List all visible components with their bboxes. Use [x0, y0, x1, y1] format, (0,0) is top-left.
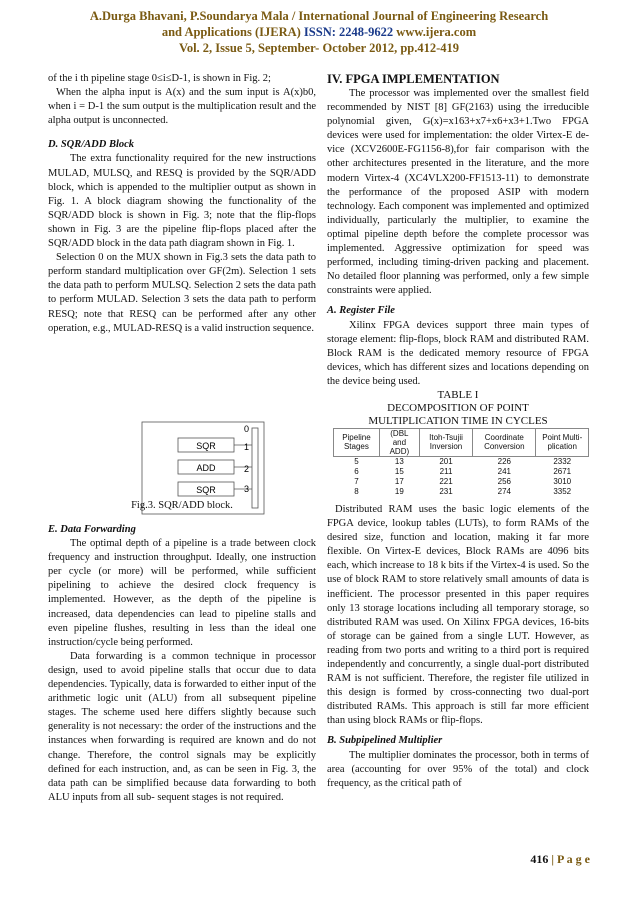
table-cell: 211 [439, 466, 453, 476]
table-caption [327, 389, 589, 428]
paragraph: of the i th pipeline stage 0≤i≤D-1, is shown in Fig. 2; [48, 73, 271, 84]
mux-label: 0 [244, 424, 250, 434]
mux-label: 1 [244, 442, 250, 452]
paragraph: Distributed RAM uses the basic logic elements of the FPGA device, lookup tables (LUTs), to form RAMs of the desired size, function and location, making it far more flexible. On Virtex-E devices, Block RAMs are 4096 bits each, which increase to 18 k bits if the Virtex-4 is used. So the use of block RAM to store relatively small amounts of data is inefficient. The processor presented in this paper requires only 13 storage locations including all temporary storage, so distributed RAM was used. On Xilinx FPGA devices, 16-bits of storage can be gained from a single LUT. However, as reading from two ports and writing to a third port is required independently and concurrently, a single dual-port distributed RAM is not sufficient. Therefore, the register file utilized in this design is formed by cross-connecting two dual-port distributed RAMs. This approach is still far more efficient than using block RAMs or flip-flops. [327, 503, 589, 727]
block-label: ADD [196, 463, 216, 473]
paragraph: Xilinx FPGA devices support three main types of storage element: flip-flops, block RAM and distributed RAM. Block RAM is the dedicated memory resource of FPGA devices, which has different sizes and locations depending on the device being used. [327, 319, 589, 387]
paragraph: The extra functionality required for the new instructions MULAD, MULSQ, and RESQ is provided by the SQR/ADD block, which is appended to the multiplier output as shown in Fig. 1. A block diagram showing the functionality of the SQR/ADD block is shown in Fig. 3; note that the flip-flops shown in Fig. 3 are the pipeline flip-flops placed after the SQR/ADD block in the data path diagram shown in Fig. 1. [48, 153, 316, 250]
section-heading-b: B. Subpipelined Multiplier [327, 735, 443, 747]
header-line-1: A.Durga Bhavani, P.Soundarya Mala / International Journal of Engineering Research [89, 9, 549, 23]
table-cell: 201 [439, 456, 453, 466]
issn: ISSN: 2248-9622 [303, 25, 394, 39]
table-cell: 241 [497, 466, 511, 476]
section-heading-iv: IV. FPGA IMPLEMENTATION [327, 72, 500, 86]
table-cell: 8 [354, 486, 359, 496]
table-cell: 19 [394, 486, 404, 496]
block-label: SQR [196, 441, 216, 451]
table-cell: 231 [439, 486, 453, 496]
paragraph: The multiplier dominates the processor, both in terms of area (accounting for over 95% of the total) and clock frequency, as the critical path of [327, 749, 589, 789]
table-cell: 221 [439, 476, 453, 486]
mux-label: 3 [244, 484, 250, 494]
table-row [334, 487, 589, 497]
table-row [334, 467, 589, 477]
decomposition-table [333, 428, 589, 497]
section-heading-d: D. SQR/ADD Block [48, 139, 135, 151]
table-cell: 3352 [553, 486, 572, 496]
table-cell: 2671 [553, 466, 572, 476]
table-header: (DBL and ADD) [379, 428, 419, 456]
journal-name: and Applications (IJERA) [161, 25, 304, 39]
table-title: TABLE I [437, 388, 479, 401]
table-header: Point Multi- plication [536, 428, 589, 456]
table-cell: 6 [354, 466, 359, 476]
journal-header [0, 8, 638, 56]
paragraph: When the alpha input is A(x) and the sum input is A(x)b0, when i = D-1 the sum output is the multiplication result and the alpha output is unconnected. [48, 87, 316, 127]
table-row [334, 456, 589, 467]
left-column-top [48, 72, 316, 336]
mux-bar [252, 428, 258, 508]
page-number: 416 [530, 852, 549, 866]
table-header: Pipeline Stages [334, 428, 380, 456]
figure-caption: Fig.3. SQR/ADD block. [131, 500, 233, 511]
table-cell: 3010 [553, 476, 572, 486]
table-header: Itoh-Tsujii Inversion [419, 428, 472, 456]
table-header: Coordinate Conversion [473, 428, 536, 456]
left-column-bottom [48, 523, 316, 805]
page-footer [530, 852, 590, 867]
right-column [327, 72, 589, 791]
table-cell: 274 [497, 486, 511, 496]
paragraph: Selection 0 on the MUX shown in Fig.3 sets the data path to perform standard multiplication over GF(2m). Selection 1 sets the data path to perform MULSQ. Selection 2 sets the data path to perform MULAD. Selection 3 sets the data path to perform RESQ; note that RESQ can be performed after any other operation, e.g., MULAD-RESQ is a valid instruction sequence. [48, 252, 316, 334]
section-heading-a: A. Register File [327, 305, 395, 317]
table-cell: 13 [394, 456, 404, 466]
connectors [234, 445, 252, 489]
table-cell: 17 [394, 476, 404, 486]
page-label: | P a g e [548, 852, 590, 866]
paragraph: The optimal depth of a pipeline is a trade between clock frequency and instruction throughput. Ideally, one instruction per cycle (or more) will be performed, while sufficient pipelining to achieve the desired clock frequency is implemented. However, as the depth of the pipeline is increased, data dependencies can lead to pipeline stalls and even pipeline flushes, resulting in less than the ideal one instruction/cycle being performed. [48, 538, 316, 648]
table-title: MULTIPLICATION TIME IN CYCLES [368, 414, 548, 427]
paragraph: The processor was implemented over the smallest field recommended by NIST [8] GF(2163) using the irreducible polynomial given, G(x)=x163+x7+x6+x3+1.Two FPGA devices were used for implementation: the older Virtex-E de- vice (XCV2600E-FG1156-8),for fair comparison with the other architectures presented in the literature, and the more modern Virtex-4 (XC4VLX200-FF1513-11) to demonstrate the performance of the proposed ASIP with modern technology. Each component was implemented and optimized individually, particularly the multiplier, to examine the optimal pipeline depth before the complete processor was implemented. Aggressive optimization for speed was performed, including timing-driven packing and placement. No detailed floor planning was performed, only a few simple constraints were applied. [327, 88, 589, 297]
table-cell: 2332 [553, 456, 572, 466]
table-cell: 5 [354, 456, 359, 466]
header-line-2 [0, 24, 638, 40]
table-row [334, 477, 589, 487]
table-cell: 15 [394, 466, 404, 476]
paragraph: Data forwarding is a common technique in processor design, used to avoid pipeline stalls that occur due to data dependencies. Typically, data is forwarded to either input of the arithmetic logic unit (ALU) from all subsequent pipeline stages. The scheme used here differs slightly because such generality is not necessary: the order of the instructions and the instances when forwarding is required are known and do not change. Therefore, the control signals may be explicitly defined for each instruction, and, as can be seen in Fig. 3, the data path can be simplified because data forwarding to both ALU inputs from all sub- sequent stages is not required. [48, 650, 316, 803]
header-line-3: Vol. 2, Issue 5, September- October 2012, pp.412-419 [178, 41, 460, 55]
table-title: DECOMPOSITION OF POINT [387, 401, 529, 414]
section-heading-e: E. Data Forwarding [48, 524, 136, 535]
table-cell: 7 [354, 476, 359, 486]
table-cell: 256 [497, 476, 511, 486]
table-cell: 226 [497, 456, 511, 466]
mux-label: 2 [244, 464, 250, 474]
block-label: SQR [196, 485, 216, 495]
journal-url[interactable]: www.ijera.com [393, 25, 477, 39]
